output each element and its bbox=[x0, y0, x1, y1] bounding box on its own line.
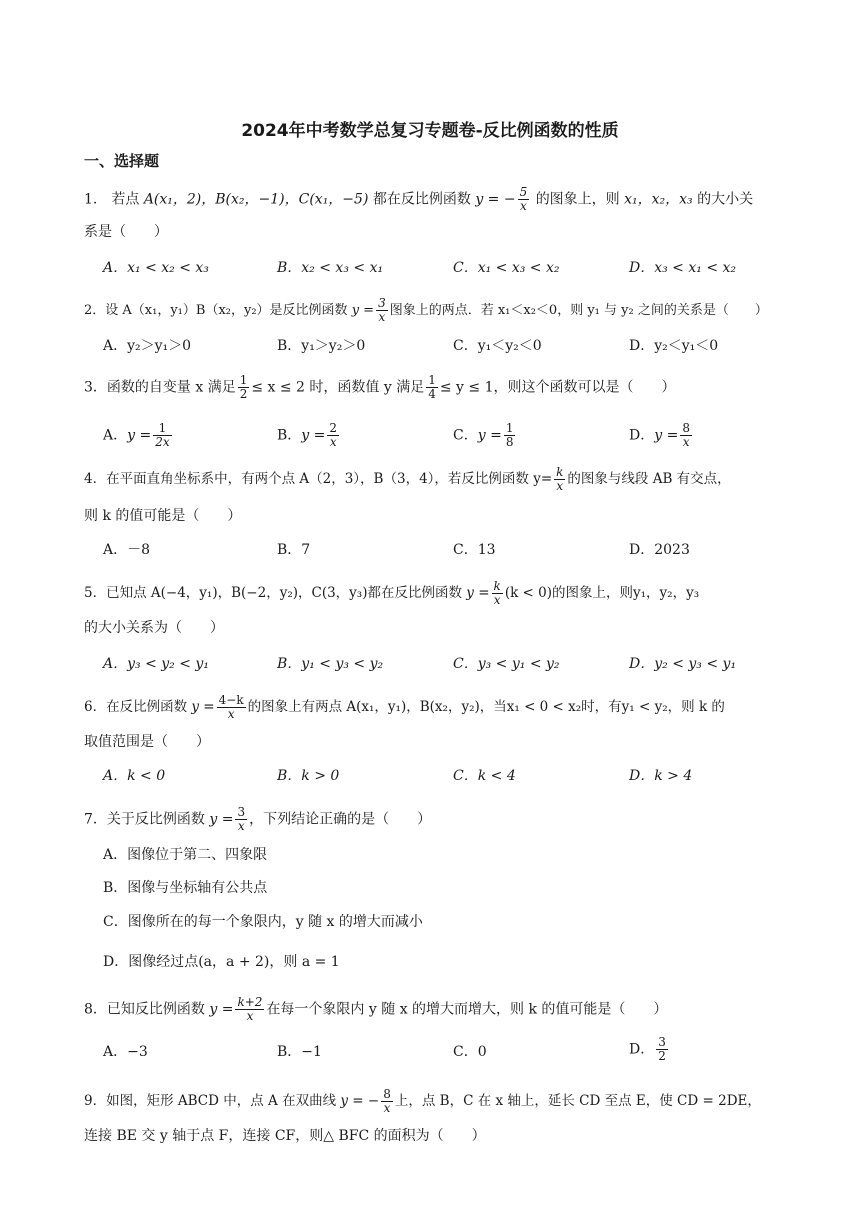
q5-option-c: C．y₃ < y₁ < y₂ bbox=[453, 656, 560, 672]
q8-text-b: 在每一个象限内 y 随 x 的增大而增大，则 k 的值可能是（ ） bbox=[266, 1001, 668, 1018]
q1-function: y = − bbox=[475, 191, 516, 208]
q1-fraction: $\frac{5}{x}$ bbox=[519, 185, 528, 213]
q1-text-a: 1. 若点 bbox=[84, 191, 140, 208]
q6-option-b: B．k > 0 bbox=[277, 768, 340, 784]
q4-option-d: D．2023 bbox=[629, 542, 690, 558]
section-heading: 一、选择题 bbox=[84, 152, 160, 170]
question-9 bbox=[84, 1088, 761, 1115]
question-8 bbox=[84, 996, 667, 1023]
q7-text-a: 7．关于反比例函数 bbox=[84, 811, 205, 828]
q3-fraction-2: $\frac{1}{4}$ bbox=[428, 373, 436, 401]
q5-text-b: (k < 0)的图象上，则y₁，y₂，y₃ bbox=[504, 585, 700, 601]
q7-text-b: ，下列结论正确的是（ ） bbox=[249, 811, 432, 828]
q6-text-b: 的图象上有两点 A(x₁，y₁)，B(x₂，y₂)，当x₁ < 0 < x₂时，有y₁ < y₂，则 k 的 bbox=[247, 699, 725, 715]
q8-option-a: A．−3 bbox=[103, 1044, 148, 1060]
q6-option-c: C．k < 4 bbox=[453, 768, 516, 784]
q2-option-c: C．y₁＜y₂＜0 bbox=[453, 338, 542, 354]
q6-fraction: $\frac{4-k}{x}$ bbox=[218, 693, 244, 721]
q3-text-c: ≤ y ≤ 1，则这个函数可以是（ ） bbox=[439, 379, 676, 396]
q3-text-a: 3．函数的自变量 x 满足 bbox=[84, 379, 236, 396]
page-title: 2024年中考数学总复习专题卷-反比例函数的性质 bbox=[241, 121, 619, 141]
question-2 bbox=[84, 297, 768, 324]
q3-fraction-1: $\frac{1}{2}$ bbox=[239, 373, 248, 401]
q7-function: y = bbox=[209, 811, 234, 828]
q3-option-c: C．y = $\frac{1}{8}$ bbox=[453, 421, 514, 449]
q8-option-b: B．−1 bbox=[277, 1044, 322, 1060]
q5-option-a: A．y₃ < y₂ < y₁ bbox=[103, 656, 209, 672]
q3-text-b: ≤ x ≤ 2 时，函数值 y 满足 bbox=[251, 379, 425, 396]
q6-function: y = bbox=[191, 699, 215, 715]
q4-text-b: 的图象与线段 AB 有交点， bbox=[567, 471, 731, 487]
q2-function: y = bbox=[351, 303, 375, 318]
q9-continuation: 连接 BE 交 y 轴于点 F，连接 CF，则△ BFC 的面积为（ ） bbox=[84, 1128, 486, 1144]
q6-option-a: A．k < 0 bbox=[103, 768, 166, 784]
question-4 bbox=[84, 466, 731, 493]
q2-fraction: $\frac{3}{x}$ bbox=[378, 296, 386, 324]
q7-option-d: D．图像经过点(a，a + 2)，则 a = 1 bbox=[103, 954, 340, 970]
q8-text-a: 8．已知反比例函数 bbox=[84, 1001, 205, 1018]
q3-option-d: D．y = $\frac{8}{x}$ bbox=[629, 421, 690, 449]
q8-option-c: C．0 bbox=[453, 1044, 487, 1060]
q7-fraction: $\frac{3}{x}$ bbox=[237, 805, 246, 833]
q7-option-b: B．图像与坐标轴有公共点 bbox=[103, 880, 268, 896]
q8-function: y = bbox=[209, 1001, 234, 1018]
q4-continuation: 则 k 的值可能是（ ） bbox=[84, 508, 242, 524]
q3-option-b: B．y = $\frac{2}{x}$ bbox=[277, 421, 338, 449]
q1-option-d: D．x₃ < x₁ < x₂ bbox=[629, 260, 737, 276]
q1-vars: x₁，x₂，x₃ bbox=[624, 191, 693, 208]
q1-points: A(x₁，2)，B(x₂，−1)，C(x₁，−5) bbox=[143, 191, 369, 208]
question-1 bbox=[84, 186, 753, 213]
q4-fraction: $\frac{k}{x}$ bbox=[556, 465, 564, 493]
q4-text-a: 4．在平面直角坐标系中，有两个点 A（2，3），B（3，4），若反比例函数 y= bbox=[84, 471, 553, 487]
q2-option-a: A．y₂＞y₁＞0 bbox=[103, 338, 192, 354]
q5-option-d: D．y₂ < y₃ < y₁ bbox=[629, 656, 737, 672]
q1-option-c: C．x₁ < x₃ < x₂ bbox=[453, 260, 560, 276]
q5-option-b: B．y₁ < y₃ < y₂ bbox=[277, 656, 384, 672]
q6-continuation: 取值范围是（ ） bbox=[84, 734, 210, 750]
q1-text-d: 的大小关 bbox=[697, 191, 754, 208]
q8-option-d: D． $\frac{3}{2}$ bbox=[629, 1035, 666, 1063]
q7-option-a: A．图像位于第二、四象限 bbox=[103, 847, 268, 863]
q2-text-a: 2．设 A（x₁，y₁）B（x₂，y₂）是反比例函数 bbox=[84, 303, 348, 318]
question-3 bbox=[84, 374, 676, 401]
q5-fraction: $\frac{k}{x}$ bbox=[493, 579, 501, 607]
q9-text-a: 9．如图，矩形 ABCD 中，点 A 在双曲线 bbox=[84, 1093, 337, 1109]
q1-continuation: 系是（ ） bbox=[84, 224, 168, 240]
q2-option-b: B．y₁＞y₂＞0 bbox=[277, 338, 366, 354]
q9-text-b: 上，点 B，C 在 x 轴上，延长 CD 至点 E，使 CD = 2DE， bbox=[394, 1093, 761, 1109]
q1-option-a: A．x₁ < x₂ < x₃ bbox=[103, 260, 209, 276]
q9-function: y = − bbox=[340, 1093, 380, 1109]
q8-fraction: $\frac{k+2}{x}$ bbox=[237, 995, 263, 1023]
q1-option-b: B．x₂ < x₃ < x₁ bbox=[277, 260, 384, 276]
q4-option-b: B．7 bbox=[277, 542, 311, 558]
q9-fraction: $\frac{8}{x}$ bbox=[383, 1087, 391, 1115]
q1-text-c: 的图象上，则 bbox=[535, 191, 620, 208]
q3-option-a: A．y = $\frac{1}{2x}$ bbox=[103, 421, 170, 449]
q2-option-d: D．y₂＜y₁＜0 bbox=[629, 338, 719, 354]
q6-text-a: 6．在反比例函数 bbox=[84, 699, 188, 715]
q5-function: y = bbox=[466, 585, 490, 601]
q7-option-c: C．图像所在的每一个象限内，y 随 x 的增大而减小 bbox=[103, 914, 423, 930]
q4-option-a: A．－8 bbox=[103, 542, 151, 558]
question-5 bbox=[84, 580, 699, 607]
question-7 bbox=[84, 806, 431, 833]
q1-text-b: 都在反比例函数 bbox=[372, 191, 471, 208]
q4-option-c: C．13 bbox=[453, 542, 496, 558]
q2-text-b: 图象上的两点．若 x₁＜x₂＜0，则 y₁ 与 y₂ 之间的关系是（ ） bbox=[389, 303, 768, 318]
q5-text-a: 5．已知点 A(−4，y₁)，B(−2，y₂)，C(3，y₃)都在反比例函数 bbox=[84, 585, 462, 601]
q5-continuation: 的大小关系为（ ） bbox=[84, 620, 224, 636]
question-6 bbox=[84, 694, 725, 721]
q6-option-d: D．k > 4 bbox=[629, 768, 693, 784]
